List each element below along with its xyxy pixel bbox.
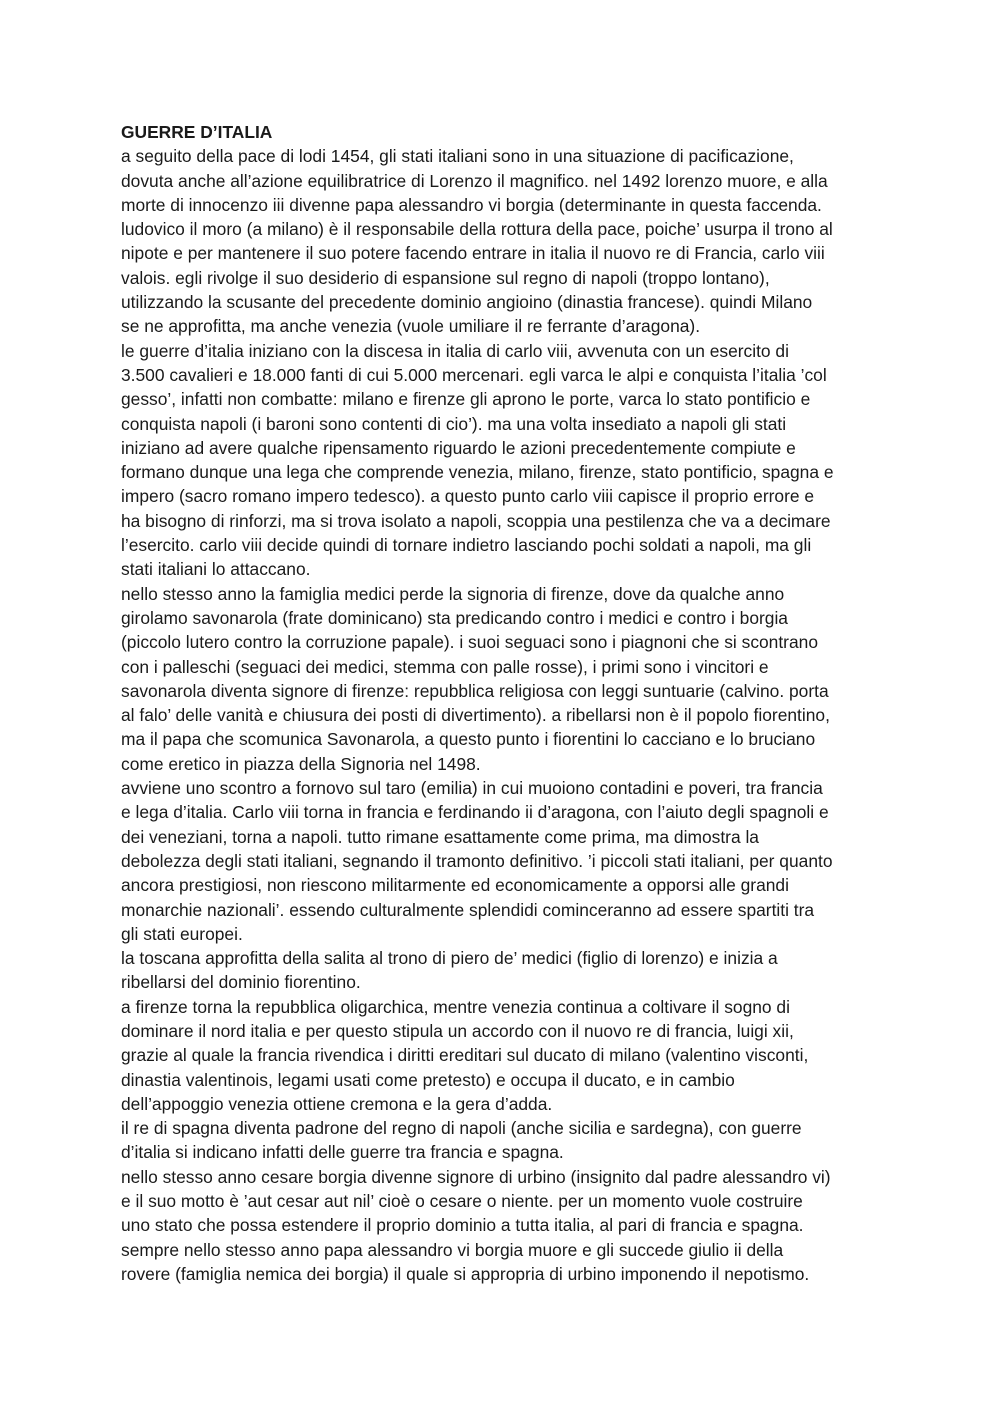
text-line: dell’appoggio venezia ottiene cremona e la gera d’adda.: [121, 1093, 553, 1114]
document-page: [121, 120, 921, 1286]
text-line: iniziano ad avere qualche ripensamento riguardo le azioni precedentemente compiute e: [121, 437, 796, 458]
text-line: rovere (famiglia nemica dei borgia) il quale si appropria di urbino imponendo il nepotismo.: [121, 1263, 810, 1284]
text-line: uno stato che possa estendere il proprio dominio a tutta italia, al pari di francia e spagna.: [121, 1215, 804, 1236]
text-line: monarchie nazionali’. essendo culturalmente splendidi cominceranno ad essere spartiti tra: [121, 899, 815, 920]
text-line: dovuta anche all’azione equilibratrice di Lorenzo il magnifico. nel 1492 lorenzo muore, e alla: [121, 170, 828, 191]
text-line: dominare il nord italia e per questo stipula un accordo con il nuovo re di francia, luigi xii,: [121, 1020, 794, 1041]
text-line: ma il papa che scomunica Savonarola, a questo punto i fiorentini lo cacciano e lo bruciano: [121, 729, 816, 750]
text-line: gesso’, infatti non combatte: milano e firenze gli aprono le porte, varca lo stato pontificio e: [121, 389, 811, 410]
text-line: e lega d’italia. Carlo viii torna in francia e ferdinando ii d’aragona, con l’aiuto degli spagnoli e: [121, 802, 829, 823]
text-line: ribellarsi del dominio fiorentino.: [121, 972, 361, 993]
text-line: grazie al quale la francia rivendica i diritti ereditari sul ducato di milano (valentino visconti,: [121, 1045, 809, 1066]
text-line: nipote e per mantenere il suo potere facendo entrare in italia il nuovo re di Francia, carlo viii: [121, 243, 825, 264]
text-line: dinastia valentinois, legami usati come pretesto) e occupa il ducato, e in cambio: [121, 1069, 735, 1090]
text-line: morte di innocenzo iii divenne papa alessandro vi borgia (determinante in questa faccenda.: [121, 194, 822, 215]
text-line: girolamo savonarola (frate dominicano) sta predicando contro i medici e contro i borgia: [121, 607, 788, 628]
text-line: formano dunque una lega che comprende venezia, milano, firenze, stato pontificio, spagna e: [121, 462, 834, 483]
text-line: a firenze torna la repubblica oligarchica, mentre venezia continua a coltivare il sogno di: [121, 996, 790, 1017]
text-line: se ne approfitta, ma anche venezia (vuole umiliare il re ferrante d’aragona).: [121, 316, 701, 337]
document-body: [121, 144, 921, 1286]
text-line: nello stesso anno cesare borgia divenne signore di urbino (insignito dal padre alessandro vi): [121, 1166, 831, 1187]
text-line: utilizzando la scusante del precedente dominio angioino (dinastia francese). quindi Milano: [121, 292, 813, 313]
text-line: la toscana approfitta della salita al trono di piero de’ medici (figlio di lorenzo) e inizia a: [121, 948, 778, 969]
text-line: sempre nello stesso anno papa alessandro vi borgia muore e gli succede giulio ii della: [121, 1239, 784, 1260]
text-line: con i palleschi (seguaci dei medici, stemma con palle rosse), i primi sono i vincitori e: [121, 656, 769, 677]
text-line: dei veneziani, torna a napoli. tutto rimane esattamente come prima, ma dimostra la: [121, 826, 759, 847]
text-line: il re di spagna diventa padrone del regno di napoli (anche sicilia e sardegna), con guerre: [121, 1118, 802, 1139]
text-line: le guerre d’italia iniziano con la discesa in italia di carlo viii, avvenuta con un esercito di: [121, 340, 789, 361]
text-line: valois. egli rivolge il suo desiderio di espansione sul regno di napoli (troppo lontano),: [121, 267, 770, 288]
text-line: ludovico il moro (a milano) è il responsabile della rottura della pace, poiche’ usurpa il trono al: [121, 219, 833, 240]
text-line: e il suo motto è ’aut cesar aut nil’ cioè o cesare o niente. per un momento vuole costruire: [121, 1191, 803, 1212]
text-line: ancora prestigiosi, non riescono militarmente ed economicamente a opporsi alle grandi: [121, 875, 789, 896]
text-line: 3.500 cavalieri e 18.000 fanti di cui 5.000 mercenari. egli varca le alpi e conquista l’italia ’col: [121, 364, 827, 385]
text-line: stati italiani lo attaccano.: [121, 559, 311, 580]
text-line: conquista napoli (i baroni sono contenti di cio’). ma una volta insediato a napoli gli stati: [121, 413, 787, 434]
text-line: ha bisogno di rinforzi, ma si trova isolato a napoli, scoppia una pestilenza che va a decimare: [121, 510, 831, 531]
text-line: debolezza degli stati italiani, segnando il tramonto definitivo. ’i piccoli stati italiani, per quanto: [121, 850, 833, 871]
text-line: al falo’ delle vanità e chiusura dei posti di divertimento). a ribellarsi non è il popolo fiorentino,: [121, 705, 830, 726]
text-line: avviene uno scontro a fornovo sul taro (emilia) in cui muoiono contadini e poveri, tra francia: [121, 778, 823, 799]
text-line: impero (sacro romano impero tedesco). a questo punto carlo viii capisce il proprio errore e: [121, 486, 815, 507]
text-line: d’italia si indicano infatti delle guerre tra francia e spagna.: [121, 1142, 564, 1163]
text-line: (piccolo lutero contro la corruzione papale). i suoi seguaci sono i piagnoni che si scontrano: [121, 632, 818, 653]
text-line: come eretico in piazza della Signoria nel 1498.: [121, 753, 481, 774]
text-line: gli stati europei.: [121, 923, 243, 944]
text-line: savonarola diventa signore di firenze: repubblica religiosa con leggi suntuarie (calvino. porta: [121, 680, 829, 701]
text-line: a seguito della pace di lodi 1454, gli stati italiani sono in una situazione di pacificazione,: [121, 146, 794, 167]
text-line: l’esercito. carlo viii decide quindi di tornare indietro lasciando pochi soldati a napoli, ma gli: [121, 535, 812, 556]
document-title: GUERRE D’ITALIA: [121, 122, 273, 142]
text-line: nello stesso anno la famiglia medici perde la signoria di firenze, dove da qualche anno: [121, 583, 785, 604]
